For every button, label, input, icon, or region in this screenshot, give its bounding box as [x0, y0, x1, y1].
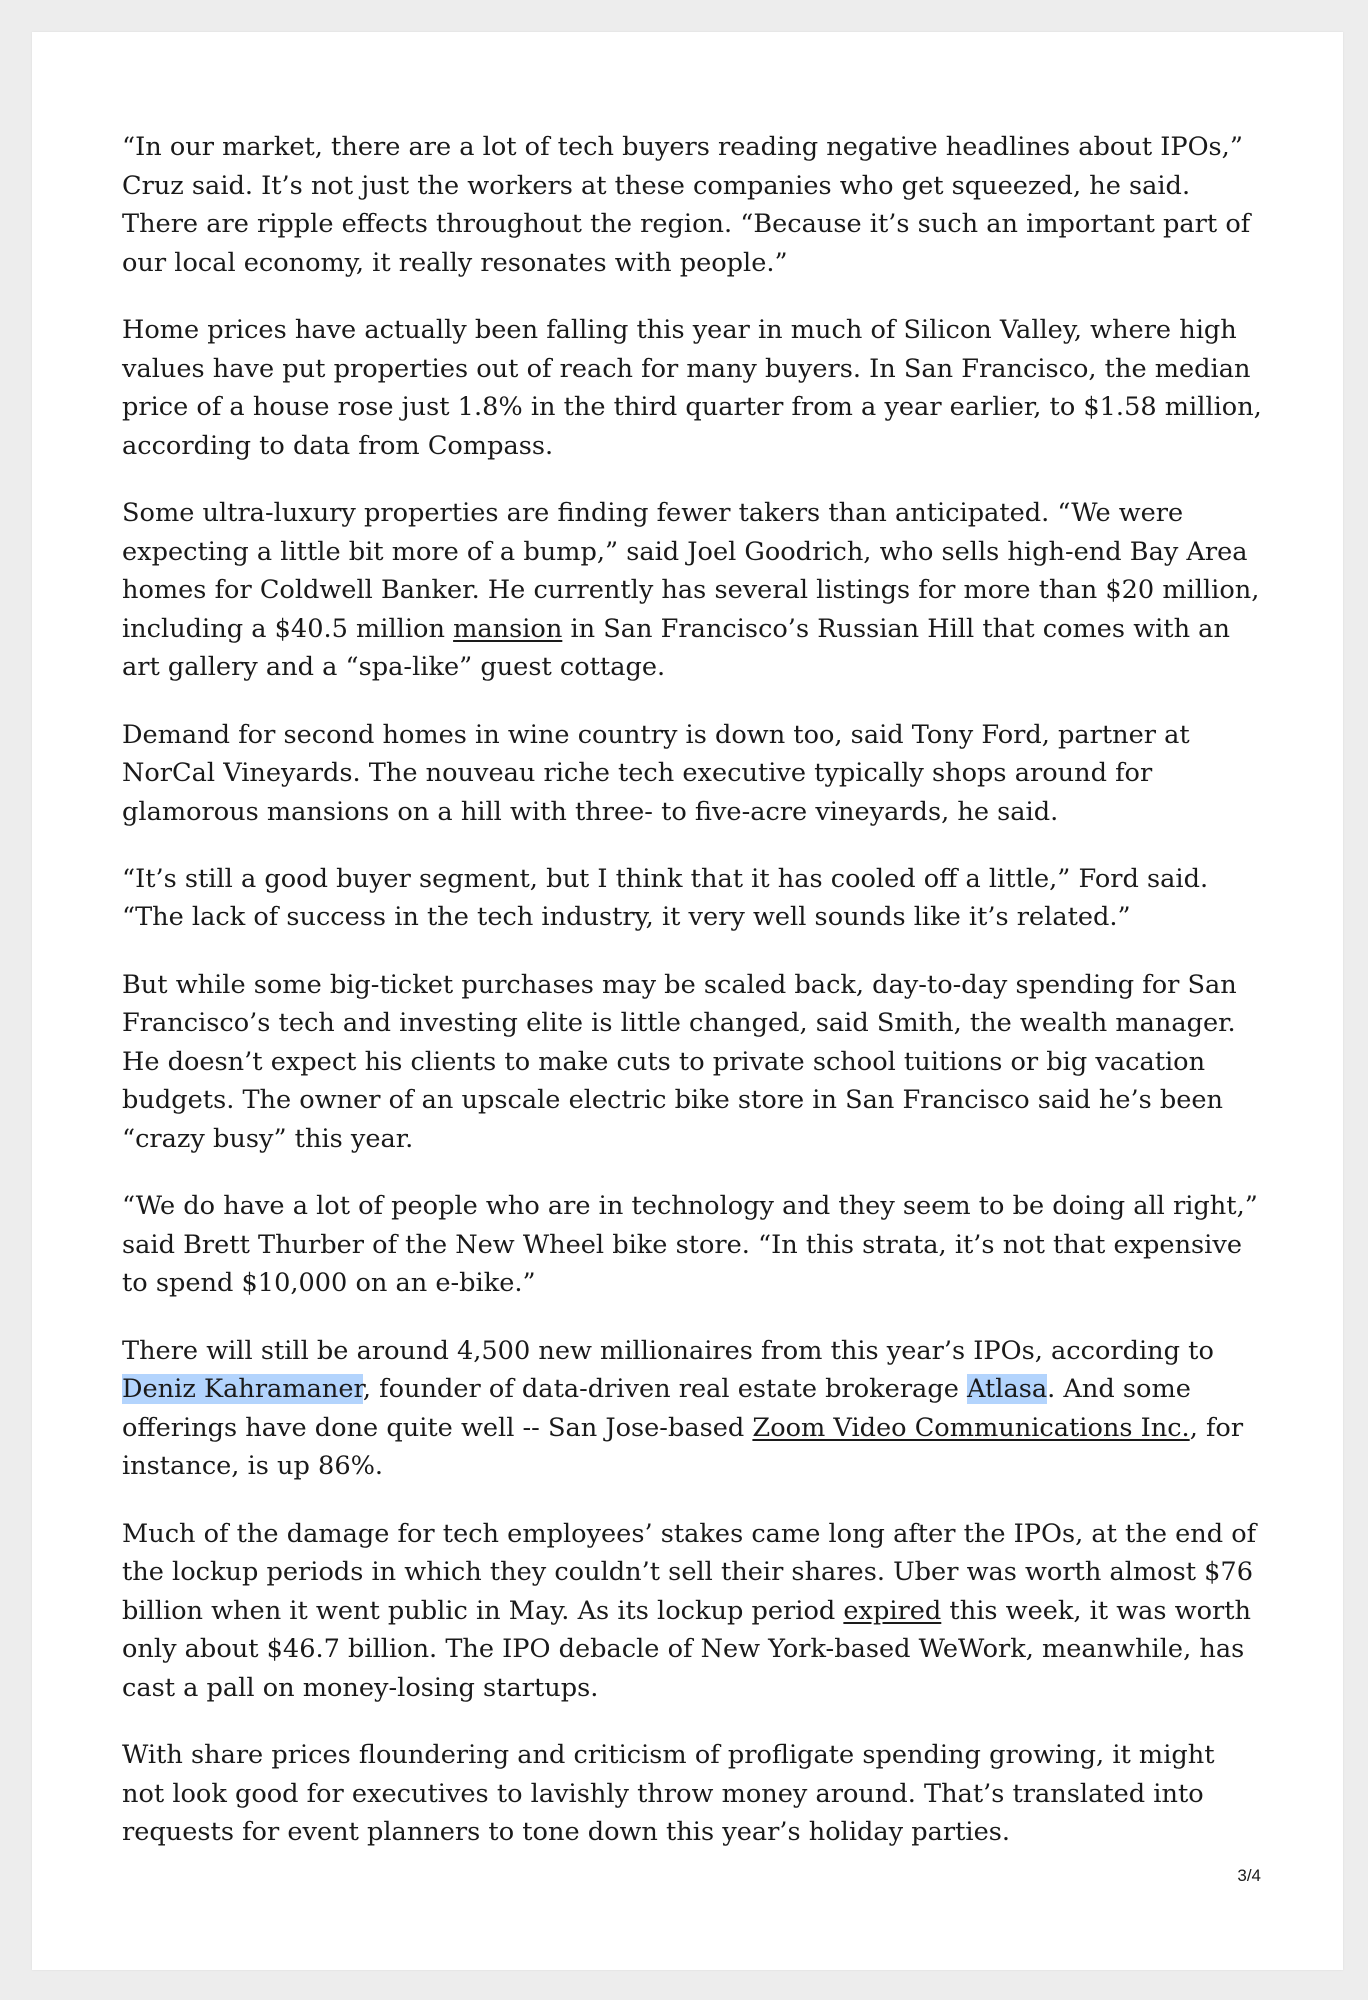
zoom-video-link[interactable]: Zoom Video Communications Inc.	[752, 1412, 1190, 1443]
paragraph-6: But while some big-ticket purchases may be scaled back, day-to-day spending for San Francisco’s tech and investing elite is little changed, said Smith, the wealth manager. He doesn’t expect his clients to make cuts to private school tuitions or big vacation budgets. The owner of an upscale electric bike store in San Francisco said he’s been “crazy busy” this year.	[122, 969, 1237, 1155]
highlighted-deniz-kahramaner[interactable]: Deniz Kahramaner	[122, 1374, 363, 1405]
paragraph-3-text-2: in San Francisco’s Russian Hill that comes with an art gallery and a “spa-like” guest cottage.	[122, 613, 1230, 683]
paragraph-7: “We do have a lot of people who are in technology and they seem to be doing all right,” said Brett Thurber of the New Wheel bike store. “In this strata, it’s not that expensive to spend $10,000 on an e-bike.”	[122, 1191, 1258, 1299]
paragraph-8-text-2: , founder of data-driven real estate brokerage	[362, 1374, 967, 1405]
paragraph-9-text-2: this week, it was worth only about $46.7 billion. The IPO debacle of New York-based WeWork, meanwhile, has cast a pall on money-losing startups.	[122, 1595, 1251, 1703]
page-number: 3/4	[1237, 1866, 1261, 1885]
paragraph-4: Demand for second homes in wine country is down too, said Tony Ford, partner at NorCal Vineyards. The nouveau riche tech executive typically shops around for glamorous mansions on a hill with three- to five-acre vineyards, he said.	[122, 719, 1190, 827]
highlighted-atlasa[interactable]: Atlasa	[966, 1374, 1048, 1405]
paragraph-9-text-1: Much of the damage for tech employees’ stakes came long after the IPOs, at the end of the lockup periods in which they couldn’t sell their shares. Uber was worth almost $76 billion when it went public in May. As its lockup period	[122, 1518, 1257, 1626]
expired-link[interactable]: expired	[843, 1595, 942, 1626]
paragraph-8-text-4: , for instance, is up 86%.	[122, 1412, 1244, 1482]
paragraph-3-text-1: Some ultra-luxury properties are finding fewer takers than anticipated. “We were expecting a little bit more of a bump,” said Joel Goodrich, who sells high-end Bay Area homes for Coldwell Banker. He currently has several listings for more than $20 million, including a $40.5 million	[122, 497, 1260, 644]
document-page	[32, 32, 1343, 1970]
paragraph-8-text-3: . And some offerings have done quite well -- San Jose-based	[122, 1374, 1191, 1443]
article-body	[122, 128, 1262, 1881]
paragraph-2: Home prices have actually been falling this year in much of Silicon Valley, where high values have put properties out of reach for many buyers. In San Francisco, the median price of a house rose just 1.8% in the third quarter from a year earlier, to $1.58 million, according to data from Compass.	[122, 314, 1262, 461]
paragraph-8-text-1: There will still be around 4,500 new millionaires from this year’s IPOs, according to	[122, 1335, 1214, 1366]
paragraph-9	[122, 1515, 1262, 1708]
mansion-link[interactable]: mansion	[453, 613, 563, 644]
paragraph-10: With share prices floundering and criticism of profligate spending growing, it might not look good for executives to lavishly throw money around. That’s translated into requests for event planners to tone down this year’s holiday parties.	[122, 1740, 1215, 1848]
paragraph-5: “It’s still a good buyer segment, but I think that it has cooled off a little,” Ford said. “The lack of success in the tech industry, it very well sounds like it’s related.”	[122, 863, 1209, 933]
paragraph-8	[122, 1332, 1262, 1486]
paragraph-1: “In our market, there are a lot of tech buyers reading negative headlines about IPOs,” Cruz said. It’s not just the workers at these companies who get squeezed, he said. There are ripple effects throughout the region. “Because it’s such an important part of our local economy, it really resonates with people.”	[122, 132, 1251, 278]
paragraph-3	[122, 494, 1262, 687]
